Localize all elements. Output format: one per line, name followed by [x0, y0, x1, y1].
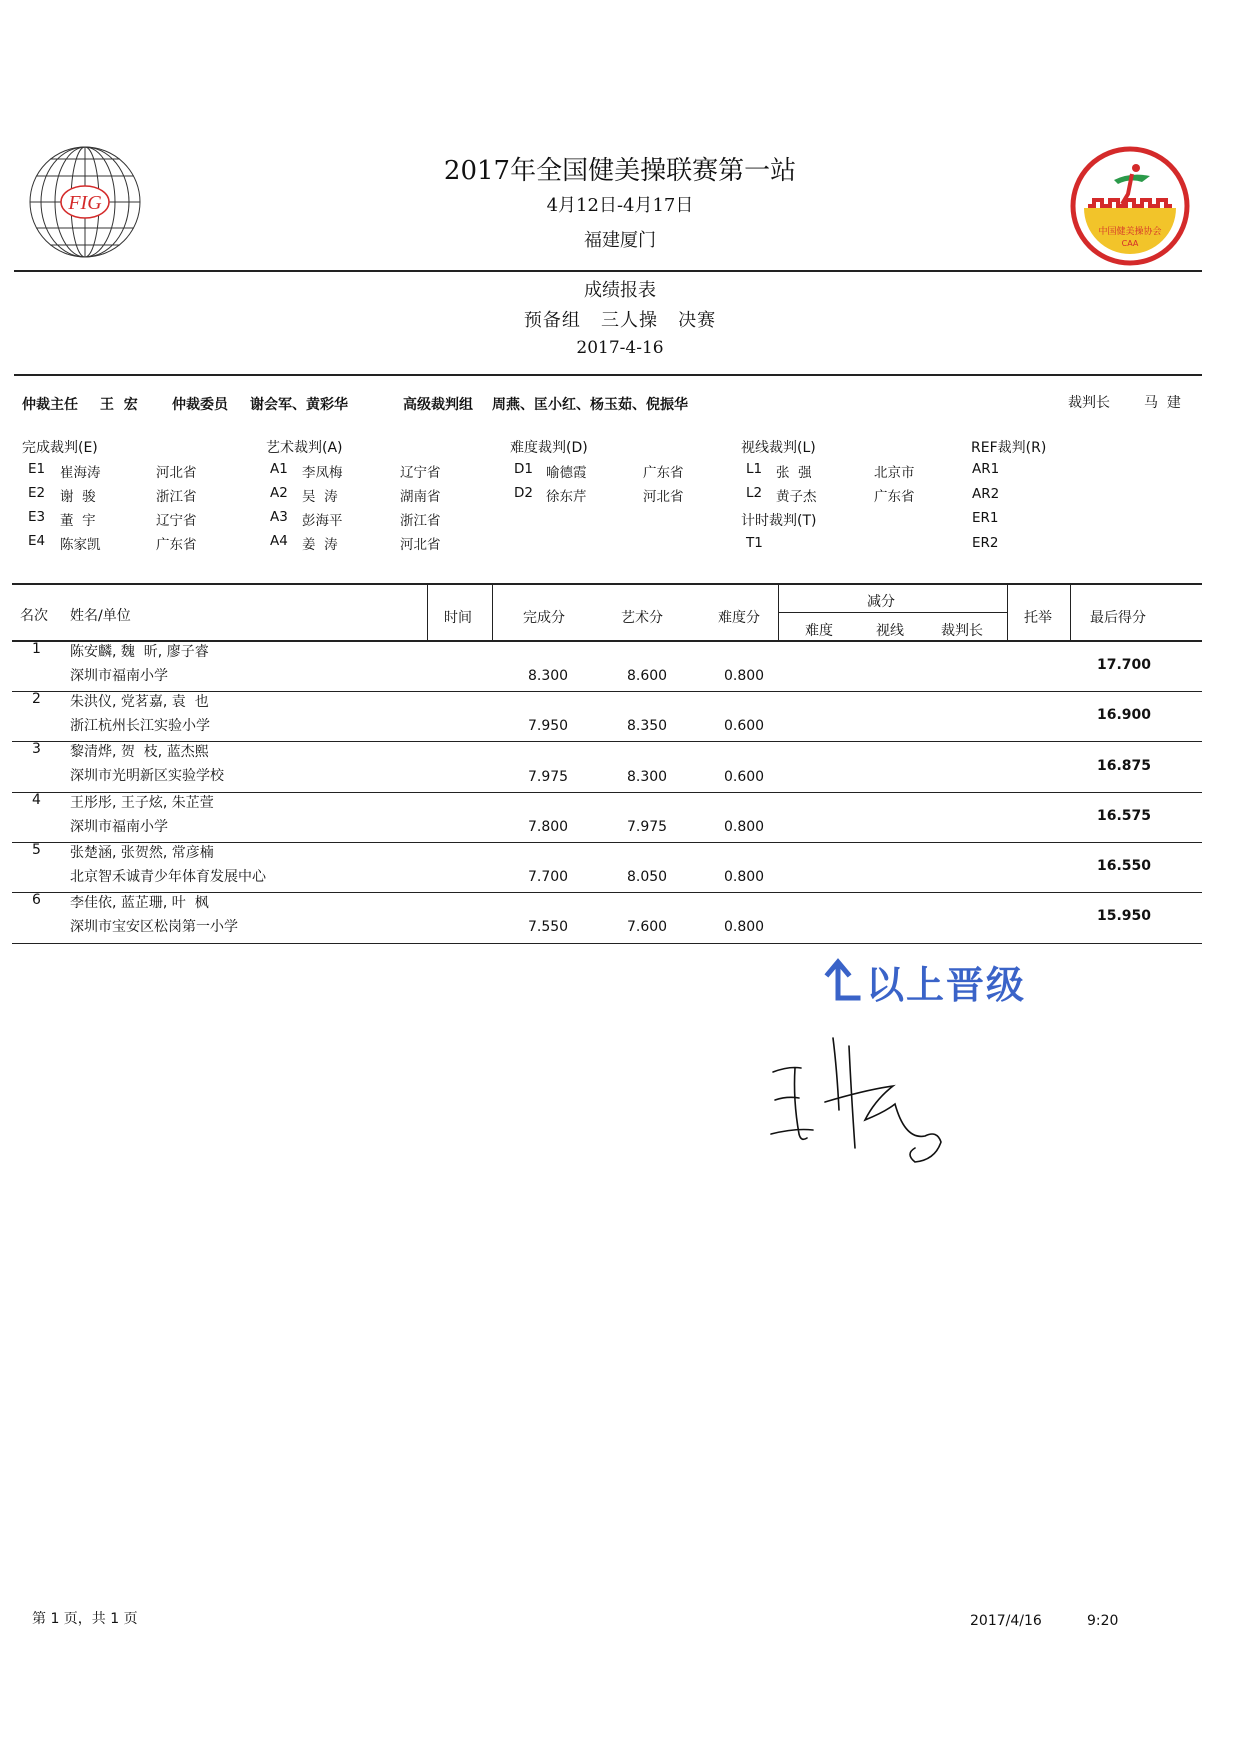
row-rank: 5 [32, 842, 41, 858]
judge-province: 广东省 [874, 489, 915, 505]
signature [765, 1030, 965, 1180]
judge-name: 李凤梅 [302, 465, 343, 481]
event-dates: 4月12日-4月17日 [546, 195, 694, 216]
arbitration-chief-name: 王 宏 [100, 397, 138, 413]
timing-judges-title: 计时裁判(T) [741, 513, 817, 529]
judge-province: 浙江省 [400, 513, 441, 529]
header-time: 时间 [444, 610, 472, 626]
judge-code: A2 [270, 485, 288, 501]
judge-code: E2 [28, 485, 46, 501]
judge-province: 辽宁省 [400, 465, 441, 481]
judge-name: 张 强 [776, 465, 812, 481]
judge-code: E1 [28, 461, 46, 477]
row-names: 王彤彤, 王子炫, 朱芷萱 [70, 795, 214, 811]
row-final-score: 16.875 [1097, 758, 1152, 774]
event-venue: 福建厦门 [584, 230, 656, 251]
judge-code: D1 [514, 461, 533, 477]
row-artistic: 8.050 [627, 869, 668, 885]
col-divider [492, 584, 493, 640]
deduction-sub-border [778, 612, 1008, 613]
senior-panel-label: 高级裁判组 [403, 397, 473, 413]
artistic-judges-title: 艺术裁判(A) [266, 440, 343, 456]
head-judge-name: 马 建 [1144, 395, 1181, 411]
header-name-unit: 姓名/单位 [70, 608, 131, 624]
row-unit: 北京智禾诚青少年体育发展中心 [70, 869, 266, 885]
row-unit: 深圳市光明新区实验学校 [70, 768, 224, 784]
header-rank: 名次 [20, 608, 48, 624]
judge-code: A3 [270, 509, 288, 525]
judge-name: 徐东芹 [546, 489, 587, 505]
line-judges-title: 视线裁判(L) [741, 440, 816, 456]
row-difficulty: 0.600 [724, 718, 765, 734]
row-execution: 8.300 [528, 668, 569, 684]
row-rank: 6 [32, 892, 41, 908]
judge-province: 广东省 [643, 465, 684, 481]
row-artistic: 8.350 [627, 718, 668, 734]
page-title: 2017年全国健美操联赛第一站 [443, 156, 797, 186]
judge-province: 河北省 [643, 489, 684, 505]
page-indicator: 第 1 页，共 1 页 [32, 1611, 138, 1627]
header-deduction-line: 视线 [876, 623, 904, 639]
col-divider [1007, 584, 1008, 640]
head-judge-label: 裁判长 [1068, 395, 1110, 411]
row-artistic: 8.600 [627, 668, 668, 684]
table-top-border [12, 583, 1202, 585]
header-lift: 托举 [1024, 610, 1052, 626]
row-final-score: 16.550 [1097, 858, 1152, 874]
judge-name: 彭海平 [302, 513, 343, 529]
judge-code: ER1 [972, 510, 999, 526]
col-divider [1070, 584, 1071, 640]
row-final-score: 16.900 [1097, 707, 1152, 723]
row-execution: 7.950 [528, 718, 569, 734]
row-unit: 深圳市福南小学 [70, 668, 168, 684]
row-final-score: 16.575 [1097, 808, 1152, 824]
row-names: 朱洪仪, 党茗嘉, 袁 也 [70, 694, 209, 710]
row-execution: 7.550 [528, 919, 569, 935]
header-deduction-chief: 裁判长 [941, 623, 983, 639]
row-execution: 7.975 [528, 769, 569, 785]
group-title: 预备组 三人操 决赛 [523, 310, 717, 331]
arbitration-committee-names: 谢会军、黄彩华 [250, 397, 348, 413]
row-unit: 深圳市福南小学 [70, 819, 168, 835]
row-artistic: 7.975 [627, 819, 668, 835]
judge-province: 广东省 [156, 537, 197, 553]
header-deduction-difficulty: 难度 [805, 623, 833, 639]
judge-province: 北京市 [874, 465, 915, 481]
judge-name: 喻德霞 [546, 465, 587, 481]
arbitration-chief-label: 仲裁主任 [22, 397, 78, 413]
judge-code: L1 [746, 461, 763, 477]
row-final-score: 15.950 [1097, 908, 1152, 924]
row-rank: 1 [32, 641, 41, 657]
print-time: 9:20 [1087, 1613, 1119, 1629]
judge-code: E3 [28, 509, 46, 525]
senior-panel-names: 周燕、匡小红、杨玉茹、倪振华 [492, 397, 688, 413]
judge-code: L2 [746, 485, 763, 501]
header-difficulty: 难度分 [718, 610, 760, 626]
print-date: 2017/4/16 [970, 1613, 1042, 1629]
judge-province: 浙江省 [156, 489, 197, 505]
row-difficulty: 0.800 [724, 869, 765, 885]
row-difficulty: 0.800 [724, 819, 765, 835]
judge-code: AR2 [972, 486, 1000, 502]
judge-name: 吴 涛 [302, 489, 338, 505]
caa-logo-sub: CAA [1121, 239, 1139, 248]
judge-name: 谢 骏 [60, 489, 96, 505]
arbitration-committee-label: 仲裁委员 [172, 397, 228, 413]
promotion-stamp: 以上晋级 [866, 963, 1027, 1007]
table-bottom-border [12, 943, 1202, 944]
header-execution: 完成分 [523, 610, 565, 626]
judge-name: 陈家凯 [60, 537, 101, 553]
row-final-score: 17.700 [1097, 657, 1152, 673]
row-rank: 2 [32, 691, 41, 707]
fig-logo-text: FIG [68, 192, 102, 214]
ref-judges-title: REF裁判(R) [971, 440, 1047, 456]
difficulty-judges-title: 难度裁判(D) [510, 440, 588, 456]
judge-code: E4 [28, 533, 46, 549]
caa-logo-text: 中国健美操协会 [1098, 227, 1162, 237]
row-names: 黎清烨, 贺 枝, 蓝杰熙 [70, 744, 209, 760]
judge-province: 辽宁省 [156, 513, 197, 529]
row-execution: 7.800 [528, 819, 569, 835]
row-artistic: 8.300 [627, 769, 668, 785]
row-rank: 3 [32, 741, 41, 757]
judge-name: 姜 涛 [302, 537, 338, 553]
judge-code: T1 [746, 535, 763, 551]
col-divider [778, 584, 779, 640]
judge-province: 湖南省 [400, 489, 441, 505]
row-rank: 4 [32, 792, 41, 808]
row-names: 陈安麟, 魏 昕, 廖子睿 [70, 644, 209, 660]
execution-judges-title: 完成裁判(E) [22, 440, 98, 456]
officials-divider [14, 374, 1202, 376]
judge-name: 黄子杰 [776, 489, 817, 505]
row-difficulty: 0.800 [724, 668, 765, 684]
header-divider [14, 270, 1202, 272]
judge-code: D2 [514, 485, 533, 501]
judge-code: A4 [270, 533, 288, 549]
row-difficulty: 0.800 [724, 919, 765, 935]
row-unit: 浙江杭州长江实验小学 [70, 718, 210, 734]
judge-name: 崔海涛 [60, 465, 101, 481]
judge-code: A1 [270, 461, 288, 477]
judge-code: ER2 [972, 535, 999, 551]
row-difficulty: 0.600 [724, 769, 765, 785]
row-unit: 深圳市宝安区松岗第一小学 [70, 919, 238, 935]
judge-province: 河北省 [156, 465, 197, 481]
judge-province: 河北省 [400, 537, 441, 553]
row-names: 张楚涵, 张贺然, 常彦楠 [70, 845, 214, 861]
header-final-score: 最后得分 [1090, 610, 1146, 626]
up-arrow-icon [824, 958, 862, 1002]
judge-name: 董 宇 [60, 513, 96, 529]
judge-code: AR1 [972, 461, 1000, 477]
report-title: 成绩报表 [584, 280, 656, 301]
row-names: 李佳依, 蓝芷珊, 叶 枫 [70, 895, 209, 911]
report-date: 2017-4-16 [576, 338, 664, 358]
header-artistic: 艺术分 [621, 610, 663, 626]
col-divider [427, 584, 428, 640]
row-artistic: 7.600 [627, 919, 668, 935]
header-deduction: 减分 [867, 594, 895, 610]
row-execution: 7.700 [528, 869, 569, 885]
